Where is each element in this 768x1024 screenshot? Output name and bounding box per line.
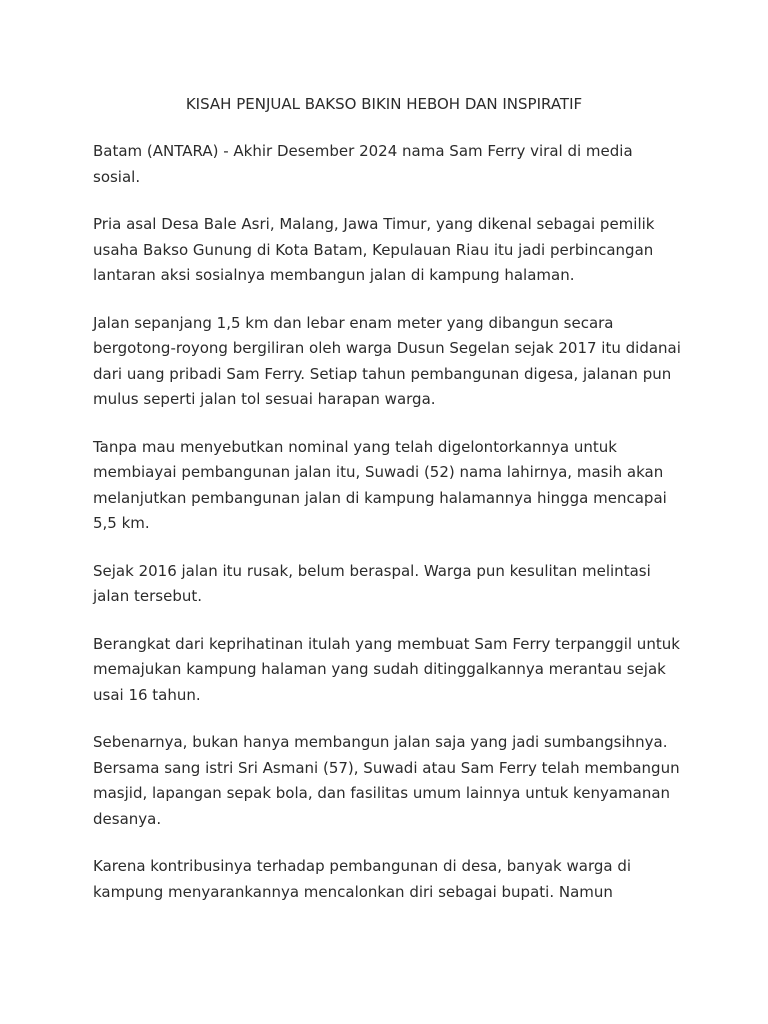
document-body — [93, 139, 683, 927]
paragraph: Pria asal Desa Bale Asri, Malang, Jawa Timur, yang dikenal sebagai pemilik usaha Bakso Gunung di Kota Batam, Kepulauan Riau itu jadi perbincangan lantaran aksi sosialnya membangun jalan di kampung halaman. — [93, 215, 655, 284]
paragraph: Jalan sepanjang 1,5 km dan lebar enam meter yang dibangun secara bergotong-royong bergiliran oleh warga Dusun Segelan sejak 2017 itu didanai dari uang pribadi Sam Ferry. Setiap tahun pembangunan digesa, jalanan pun mulus seperti jalan tol sesuai harapan warga. — [93, 313, 681, 408]
paragraph: Tanpa mau menyebutkan nominal yang telah digelontorkannya untuk membiayai pembangunan jalan itu, Suwadi (52) nama lahirnya, masih akan melanjutkan pembangunan jalan di kampung halamannya hingga mencapai 5,5 km. — [93, 437, 667, 532]
paragraph: Sebenarnya, bukan hanya membangun jalan saja yang jadi sumbangsihnya. Bersama sang istri Sri Asmani (57), Suwadi atau Sam Ferry telah membangun masjid, lapangan sepak bola, dan fasilitas umum lainnya untuk kenyamanan desanya. — [93, 733, 680, 828]
document-title: KISAH PENJUAL BAKSO BIKIN HEBOH DAN INSPIRATIF — [185, 95, 583, 113]
paragraph: Karena kontribusinya terhadap pembangunan di desa, banyak warga di kampung menyarankannya mencalonkan diri sebagai bupati. Namun — [93, 857, 632, 901]
paragraph: Batam (ANTARA) - Akhir Desember 2024 nama Sam Ferry viral di media sosial. — [93, 142, 633, 186]
paragraph: Sejak 2016 jalan itu rusak, belum beraspal. Warga pun kesulitan melintasi jalan tersebut. — [93, 561, 651, 605]
paragraph: Berangkat dari keprihatinan itulah yang membuat Sam Ferry terpanggil untuk memajukan kampung halaman yang sudah ditinggalkannya merantau sejak usai 16 tahun. — [93, 634, 680, 704]
